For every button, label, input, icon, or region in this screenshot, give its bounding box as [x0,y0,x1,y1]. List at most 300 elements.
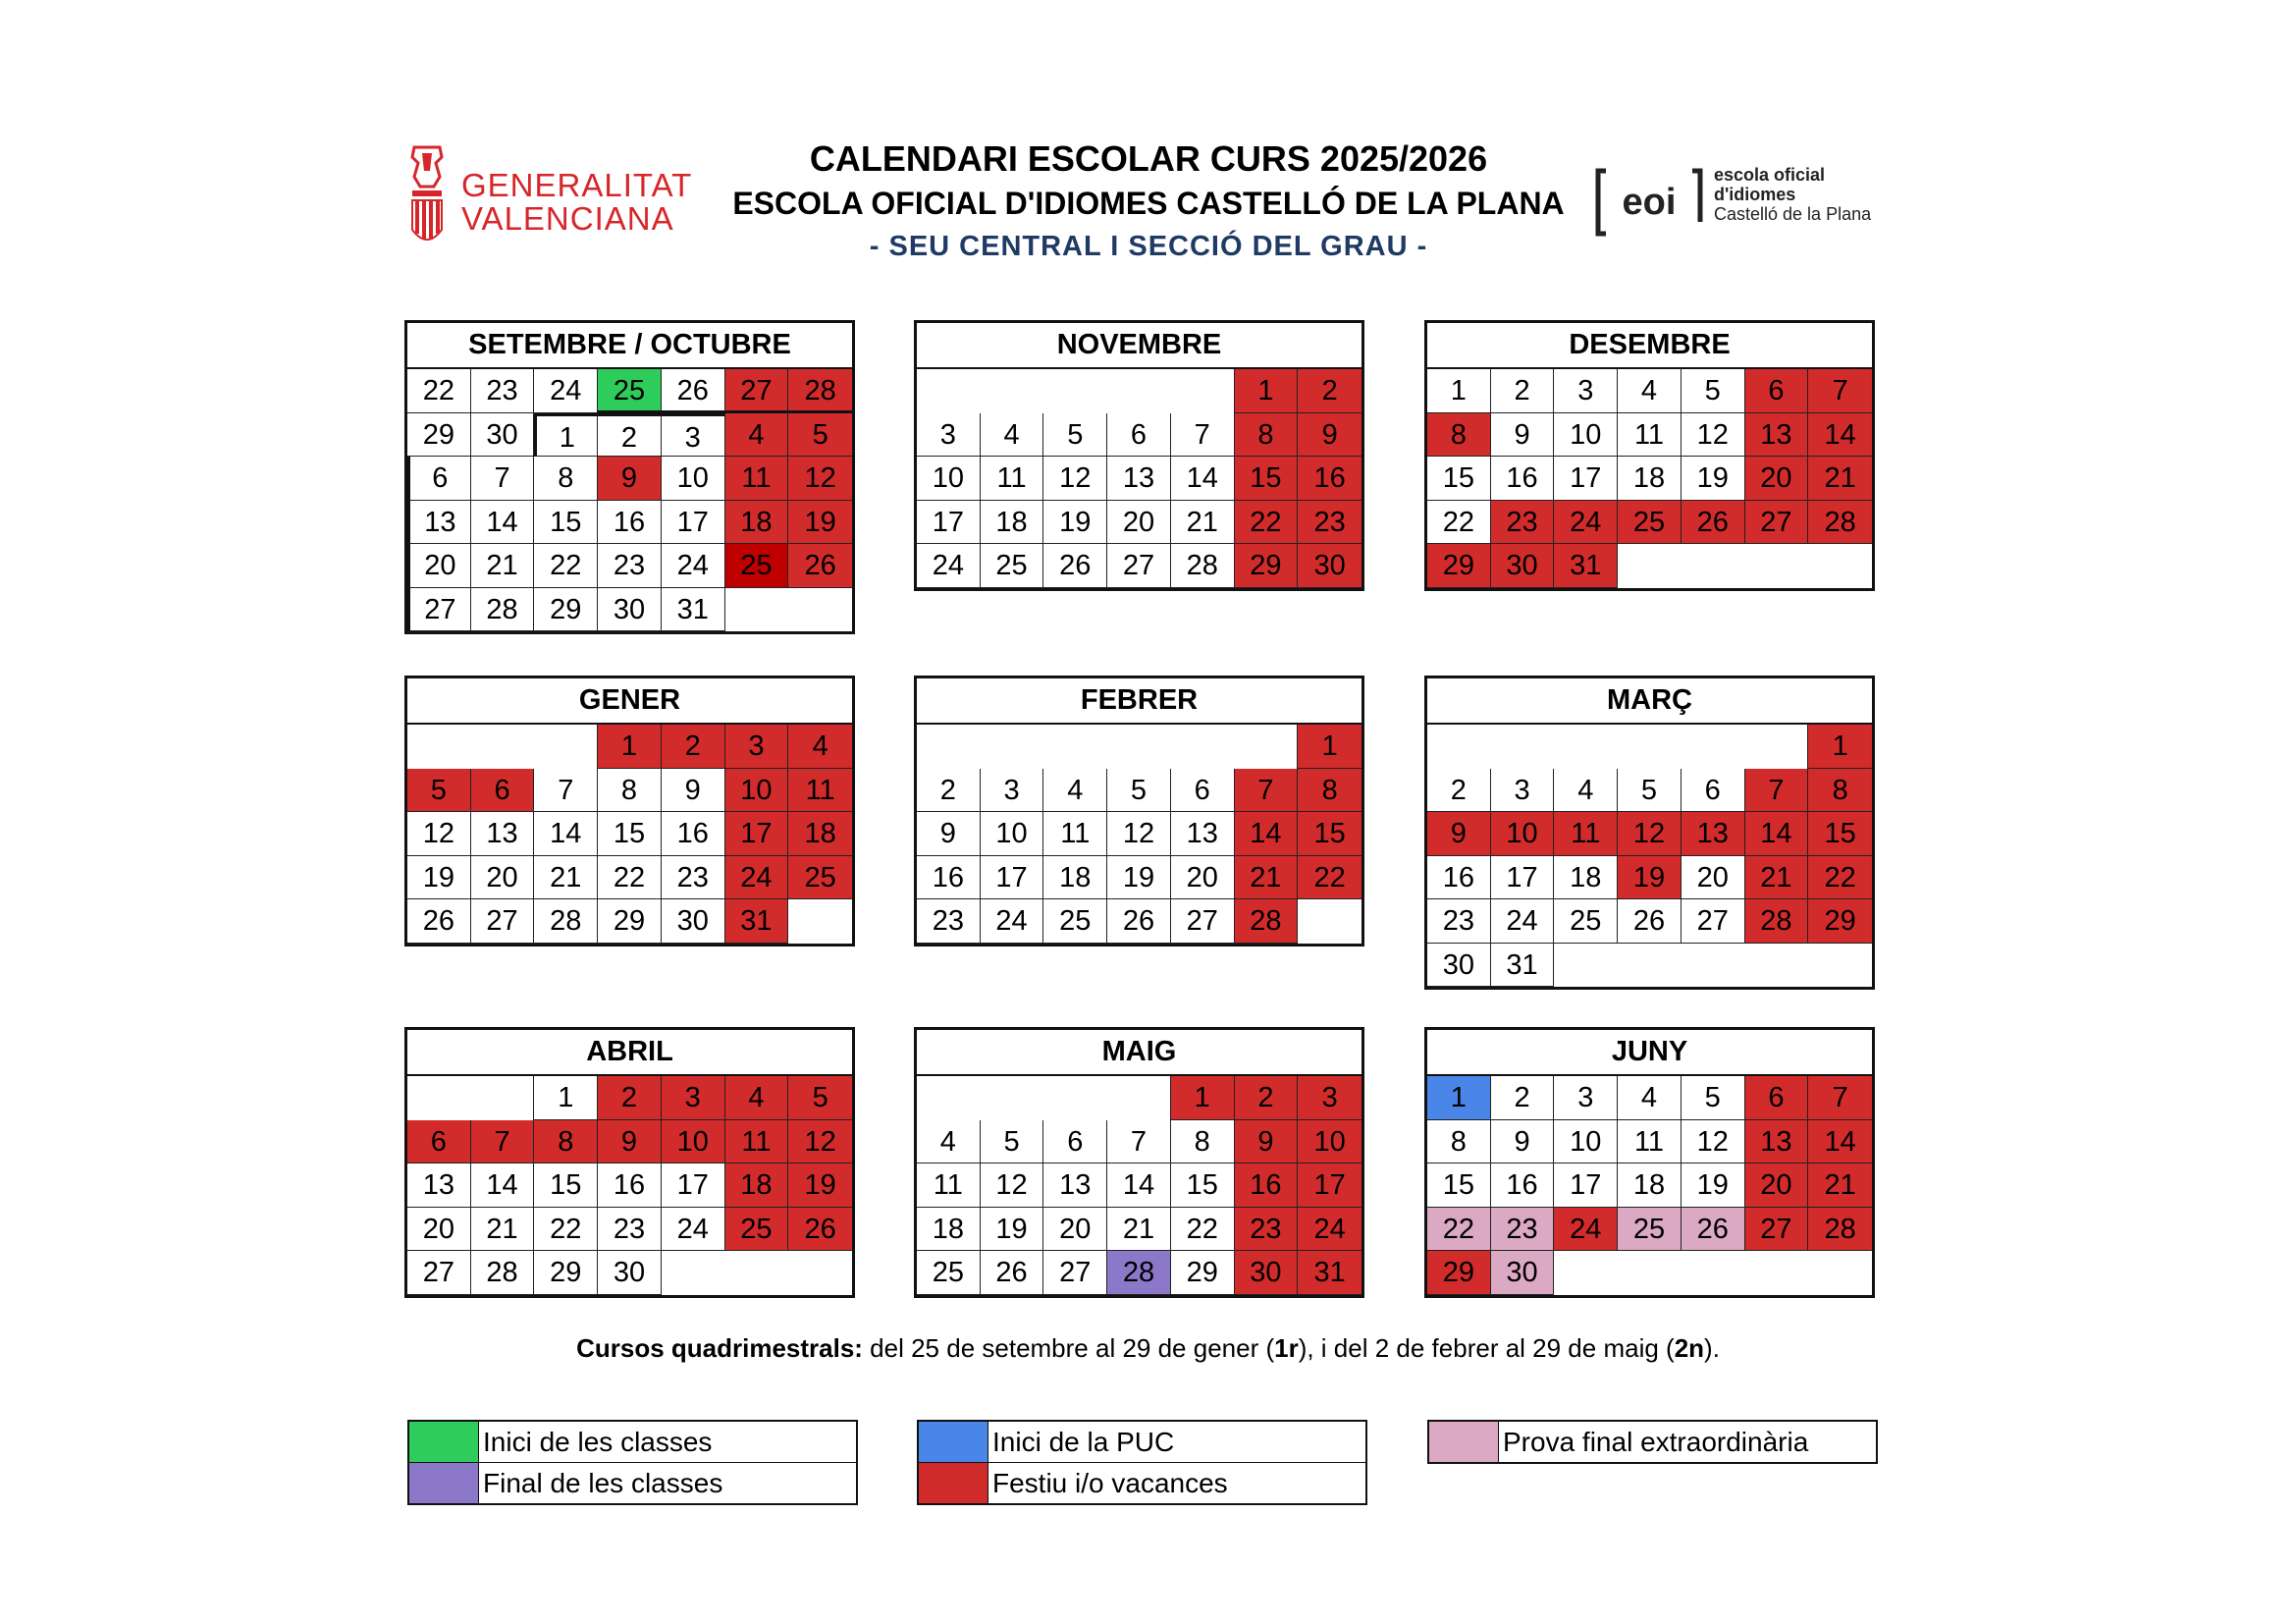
day-cell: 8 [598,769,662,813]
day-cell: 12 [1682,413,1745,458]
empty-cell [1298,899,1362,944]
legend-label: Final de les classes [483,1468,723,1498]
day-cell: 10 [917,457,981,501]
day-cell: 1 [1171,1076,1235,1120]
day-cell: 9 [1427,812,1491,856]
day-cell: 2 [598,413,662,458]
day-cell: 17 [1298,1163,1362,1208]
day-cell: 1 [1808,725,1872,769]
day-cell: 21 [534,856,598,900]
empty-cell [917,725,981,769]
day-cell: 16 [598,1163,662,1208]
note-label: Cursos quadrimestrals: [576,1333,863,1363]
empty-cell [1107,1076,1171,1120]
day-cell: 19 [1043,501,1107,545]
empty-cell [407,725,471,769]
day-cell: 5 [407,769,471,813]
day-cell: 13 [1745,413,1809,458]
month-title: FEBRER [917,678,1362,725]
month-grid [917,725,1362,944]
day-cell: 4 [788,725,852,769]
day-cell: 12 [788,457,852,501]
day-cell: 1 [1427,369,1491,413]
day-cell: 28 [1171,544,1235,588]
day-cell: 8 [1171,1120,1235,1164]
day-cell: 2 [1491,1076,1555,1120]
day-cell: 4 [1043,769,1107,813]
day-cell: 21 [1745,856,1809,900]
day-cell: 20 [407,544,471,588]
day-cell: 15 [1171,1163,1235,1208]
generalitat-valenciana-logo [406,143,693,251]
month-grid [917,1076,1362,1295]
legend-swatch-red [919,1463,988,1503]
day-cell: 22 [1171,1208,1235,1252]
empty-cell [1808,944,1872,988]
empty-cell [1682,725,1745,769]
empty-cell [981,369,1044,413]
day-cell: 27 [1043,1251,1107,1295]
day-cell: 5 [1618,769,1682,813]
day-cell: 27 [407,588,471,632]
day-cell: 2 [917,769,981,813]
month-title: MARÇ [1427,678,1872,725]
day-cell: 27 [1745,1208,1809,1252]
day-cell: 16 [917,856,981,900]
day-cell: 26 [788,1208,852,1252]
day-cell: 22 [534,544,598,588]
day-cell: 24 [534,369,598,413]
page-title: CALENDARI ESCOLAR CURS 2025/2026 [809,138,1488,179]
day-cell: 11 [917,1163,981,1208]
day-cell: 9 [598,457,662,501]
day-cell: 26 [788,544,852,588]
day-cell: 28 [1745,899,1809,944]
month-maig [914,1027,1364,1298]
day-cell: 17 [662,1163,725,1208]
empty-cell [1618,544,1682,588]
day-cell: 27 [407,1251,471,1295]
day-cell: 16 [1427,856,1491,900]
month-desembre [1424,320,1875,591]
empty-cell [1745,1251,1809,1295]
day-cell: 24 [1554,1208,1618,1252]
month-grid [917,369,1362,588]
day-cell: 14 [471,1163,535,1208]
day-cell: 22 [1235,501,1299,545]
eoi-line-1: escola oficial [1714,165,1826,185]
day-cell: 16 [598,501,662,545]
legend-classes [407,1420,858,1505]
day-cell: 2 [1491,369,1555,413]
day-cell: 26 [1618,899,1682,944]
day-cell: 12 [1618,812,1682,856]
month-grid [407,1076,852,1295]
day-cell: 30 [1427,944,1491,988]
day-cell: 28 [1235,899,1299,944]
day-cell: 18 [725,1163,789,1208]
empty-cell [917,1076,981,1120]
day-cell: 25 [1618,1208,1682,1252]
day-cell: 12 [788,1120,852,1164]
day-cell: 24 [1491,899,1555,944]
day-cell: 11 [788,769,852,813]
day-cell: 7 [1107,1120,1171,1164]
day-cell: 18 [1043,856,1107,900]
day-cell: 16 [1491,457,1555,501]
day-cell: 9 [1491,1120,1555,1164]
day-cell: 18 [1554,856,1618,900]
day-cell: 6 [1171,769,1235,813]
note-text-1: del 25 de setembre al 29 de gener ( [862,1333,1275,1363]
day-cell: 14 [1808,1120,1872,1164]
day-cell: 17 [662,501,725,545]
day-cell: 4 [1554,769,1618,813]
legend-label: Inici de les classes [483,1427,713,1457]
legend-row-final-classes [409,1463,856,1503]
empty-cell [917,369,981,413]
day-cell: 8 [534,457,598,501]
empty-cell [1808,1251,1872,1295]
day-cell: 14 [1107,1163,1171,1208]
empty-cell [1107,369,1171,413]
empty-cell [1682,544,1745,588]
empty-cell [981,725,1044,769]
empty-cell [788,1251,852,1295]
day-cell: 29 [1427,1251,1491,1295]
empty-cell [534,725,598,769]
day-cell: 15 [1808,812,1872,856]
day-cell: 24 [662,544,725,588]
day-cell: 2 [598,1076,662,1120]
day-cell: 18 [1618,457,1682,501]
day-cell: 27 [1682,899,1745,944]
note-text-2: ), i del 2 de febrer al 29 de maig ( [1298,1333,1675,1363]
day-cell: 24 [725,856,789,900]
day-cell: 22 [1427,501,1491,545]
month-grid [407,725,852,944]
legend-swatch-blue [919,1422,988,1462]
day-cell: 3 [1554,1076,1618,1120]
day-cell: 26 [407,899,471,944]
empty-cell [1808,544,1872,588]
empty-cell [1043,725,1107,769]
day-cell: 18 [1618,1163,1682,1208]
note-bold-2: 2n [1674,1333,1705,1363]
day-cell: 5 [788,1076,852,1120]
day-cell: 17 [1554,457,1618,501]
day-cell: 31 [1298,1251,1362,1295]
legend-row-inici-classes [409,1422,856,1463]
day-cell: 6 [1745,369,1809,413]
day-cell: 1 [598,725,662,769]
day-cell: 7 [1745,769,1809,813]
legend-label: Prova final extraordinària [1503,1427,1809,1457]
month-grid [1427,369,1872,588]
day-cell: 24 [662,1208,725,1252]
empty-cell [1043,369,1107,413]
empty-cell [1554,1251,1618,1295]
day-cell: 7 [471,1120,535,1164]
day-cell: 28 [534,899,598,944]
day-cell: 22 [1427,1208,1491,1252]
month-title: SETEMBRE / OCTUBRE [407,323,852,369]
day-cell: 28 [1808,501,1872,545]
day-cell: 14 [1808,413,1872,458]
empty-cell [1618,1251,1682,1295]
day-cell: 7 [1235,769,1299,813]
day-cell: 20 [407,1208,471,1252]
day-cell: 21 [1808,1163,1872,1208]
day-cell: 30 [598,1251,662,1295]
day-cell: 1 [534,1076,598,1120]
day-cell: 20 [1745,1163,1809,1208]
empty-cell [1682,1251,1745,1295]
day-cell: 22 [407,369,471,413]
day-cell: 17 [981,856,1044,900]
day-cell: 1 [534,413,598,458]
empty-cell [1618,944,1682,988]
day-cell: 8 [1235,413,1299,458]
day-cell: 5 [1682,369,1745,413]
day-cell: 15 [534,1163,598,1208]
day-cell: 18 [917,1208,981,1252]
day-cell: 12 [1682,1120,1745,1164]
month-novembre [914,320,1364,591]
day-cell: 2 [1235,1076,1299,1120]
day-cell: 19 [788,501,852,545]
empty-cell [788,899,852,944]
day-cell: 16 [1491,1163,1555,1208]
school-name: ESCOLA OFICIAL D'IDIOMES CASTELLÓ DE LA PLANA [732,186,1565,221]
empty-cell [725,588,789,632]
day-cell: 25 [788,856,852,900]
day-cell: 13 [1171,812,1235,856]
eoi-mark-text: eoi [1622,182,1677,223]
day-cell: 17 [725,812,789,856]
legend-row-prova-final [1429,1422,1876,1462]
day-cell: 10 [1554,413,1618,458]
legend-row-festiu [919,1463,1365,1503]
empty-cell [407,1076,471,1120]
day-cell: 6 [407,457,471,501]
day-cell: 25 [981,544,1044,588]
empty-cell [471,725,535,769]
day-cell: 18 [981,501,1044,545]
day-cell: 16 [1235,1163,1299,1208]
day-cell: 10 [981,812,1044,856]
month-title: JUNY [1427,1030,1872,1076]
day-cell: 21 [471,544,535,588]
month-marc [1424,676,1875,990]
day-cell: 21 [1808,457,1872,501]
day-cell: 20 [1107,501,1171,545]
day-cell: 21 [1107,1208,1171,1252]
eoi-mark-icon [1594,163,1704,242]
day-cell: 17 [1554,1163,1618,1208]
day-cell: 3 [917,413,981,458]
campus-subtitle: - SEU CENTRAL I SECCIÓ DEL GRAU - [869,231,1428,262]
day-cell: 31 [662,588,725,632]
day-cell: 18 [725,501,789,545]
legend-prova [1427,1420,1878,1464]
eoi-logo [1594,157,1889,245]
day-cell: 23 [662,856,725,900]
day-cell: 23 [598,1208,662,1252]
empty-cell [1682,944,1745,988]
day-cell: 7 [534,769,598,813]
day-cell: 30 [1491,1251,1555,1295]
day-cell: 7 [1808,1076,1872,1120]
day-cell: 12 [407,812,471,856]
day-cell: 1 [1427,1076,1491,1120]
day-cell: 19 [1618,856,1682,900]
day-cell: 5 [1043,413,1107,458]
day-cell: 22 [598,856,662,900]
empty-cell [1107,725,1171,769]
day-cell: 14 [1745,812,1809,856]
day-cell: 26 [981,1251,1044,1295]
empty-cell [1554,944,1618,988]
day-cell: 26 [1682,1208,1745,1252]
day-cell: 2 [1427,769,1491,813]
day-cell: 10 [1298,1120,1362,1164]
day-cell: 4 [917,1120,981,1164]
day-cell: 29 [598,899,662,944]
day-cell: 5 [1107,769,1171,813]
legend-puc-festiu [917,1420,1367,1505]
day-cell: 21 [471,1208,535,1252]
day-cell: 10 [662,1120,725,1164]
day-cell: 26 [662,369,725,413]
day-cell: 20 [1682,856,1745,900]
empty-cell [1043,1076,1107,1120]
day-cell: 8 [1427,413,1491,458]
month-setembre-octubre [404,320,855,634]
month-grid [1427,1076,1872,1295]
day-cell: 25 [1554,899,1618,944]
month-abril [404,1027,855,1298]
day-cell: 29 [407,413,471,458]
empty-cell [1171,725,1235,769]
day-cell: 6 [407,1120,471,1164]
legend-label: Festiu i/o vacances [992,1468,1228,1498]
day-cell: 9 [1298,413,1362,458]
day-cell: 13 [407,1163,471,1208]
month-febrer [914,676,1364,947]
day-cell: 9 [1491,413,1555,458]
day-cell: 11 [1618,1120,1682,1164]
day-cell: 19 [1682,457,1745,501]
day-cell: 9 [598,1120,662,1164]
day-cell: 23 [1298,501,1362,545]
note-bold-1: 1r [1274,1333,1299,1363]
day-cell: 19 [1107,856,1171,900]
day-cell: 26 [1107,899,1171,944]
day-cell: 22 [1298,856,1362,900]
note-text-3: ). [1704,1333,1720,1363]
day-cell: 9 [662,769,725,813]
month-title: DESEMBRE [1427,323,1872,369]
day-cell: 8 [1427,1120,1491,1164]
day-cell: 13 [1682,812,1745,856]
day-cell: 11 [1554,812,1618,856]
day-cell: 6 [1682,769,1745,813]
day-cell: 21 [1235,856,1299,900]
empty-cell [1491,725,1555,769]
day-cell: 31 [1491,944,1555,988]
day-cell: 11 [1043,812,1107,856]
day-cell: 20 [1745,457,1809,501]
day-cell: 15 [534,501,598,545]
day-cell: 14 [1171,457,1235,501]
day-cell: 13 [471,812,535,856]
day-cell: 11 [725,1120,789,1164]
empty-cell [1618,725,1682,769]
empty-cell [662,1251,725,1295]
day-cell: 11 [1618,413,1682,458]
month-title: NOVEMBRE [917,323,1362,369]
day-cell: 29 [534,588,598,632]
day-cell: 10 [725,769,789,813]
day-cell: 7 [1808,369,1872,413]
day-cell: 19 [407,856,471,900]
day-cell: 1 [1235,369,1299,413]
empty-cell [1235,725,1299,769]
day-cell: 24 [917,544,981,588]
day-cell: 20 [1171,856,1235,900]
day-cell: 2 [1298,369,1362,413]
empty-cell [725,1251,789,1295]
day-cell: 8 [1298,769,1362,813]
day-cell: 6 [471,769,535,813]
day-cell: 3 [662,1076,725,1120]
empty-cell [1171,369,1235,413]
day-cell: 12 [1043,457,1107,501]
day-cell: 13 [1745,1120,1809,1164]
day-cell: 3 [1298,1076,1362,1120]
day-cell: 23 [1491,501,1555,545]
day-cell: 26 [1682,501,1745,545]
empty-cell [1554,725,1618,769]
day-cell: 30 [1235,1251,1299,1295]
day-cell: 17 [1491,856,1555,900]
day-cell: 28 [1107,1251,1171,1295]
day-cell: 24 [1554,501,1618,545]
day-cell: 19 [1682,1163,1745,1208]
day-cell: 29 [1427,544,1491,588]
day-cell: 16 [662,812,725,856]
day-cell: 20 [1043,1208,1107,1252]
day-cell: 20 [471,856,535,900]
day-cell: 4 [1618,369,1682,413]
day-cell: 18 [788,812,852,856]
day-cell: 25 [917,1251,981,1295]
day-cell: 7 [471,457,535,501]
day-cell: 13 [1043,1163,1107,1208]
eoi-line-3: Castelló de la Plana [1714,204,1872,224]
month-title: ABRIL [407,1030,852,1076]
day-cell: 8 [534,1120,598,1164]
day-cell: 25 [598,369,662,413]
day-cell: 28 [788,369,852,413]
day-cell: 28 [1808,1208,1872,1252]
day-cell: 11 [725,457,789,501]
day-cell: 16 [1298,457,1362,501]
empty-cell [1745,725,1809,769]
day-cell: 29 [1171,1251,1235,1295]
day-cell: 29 [1235,544,1299,588]
